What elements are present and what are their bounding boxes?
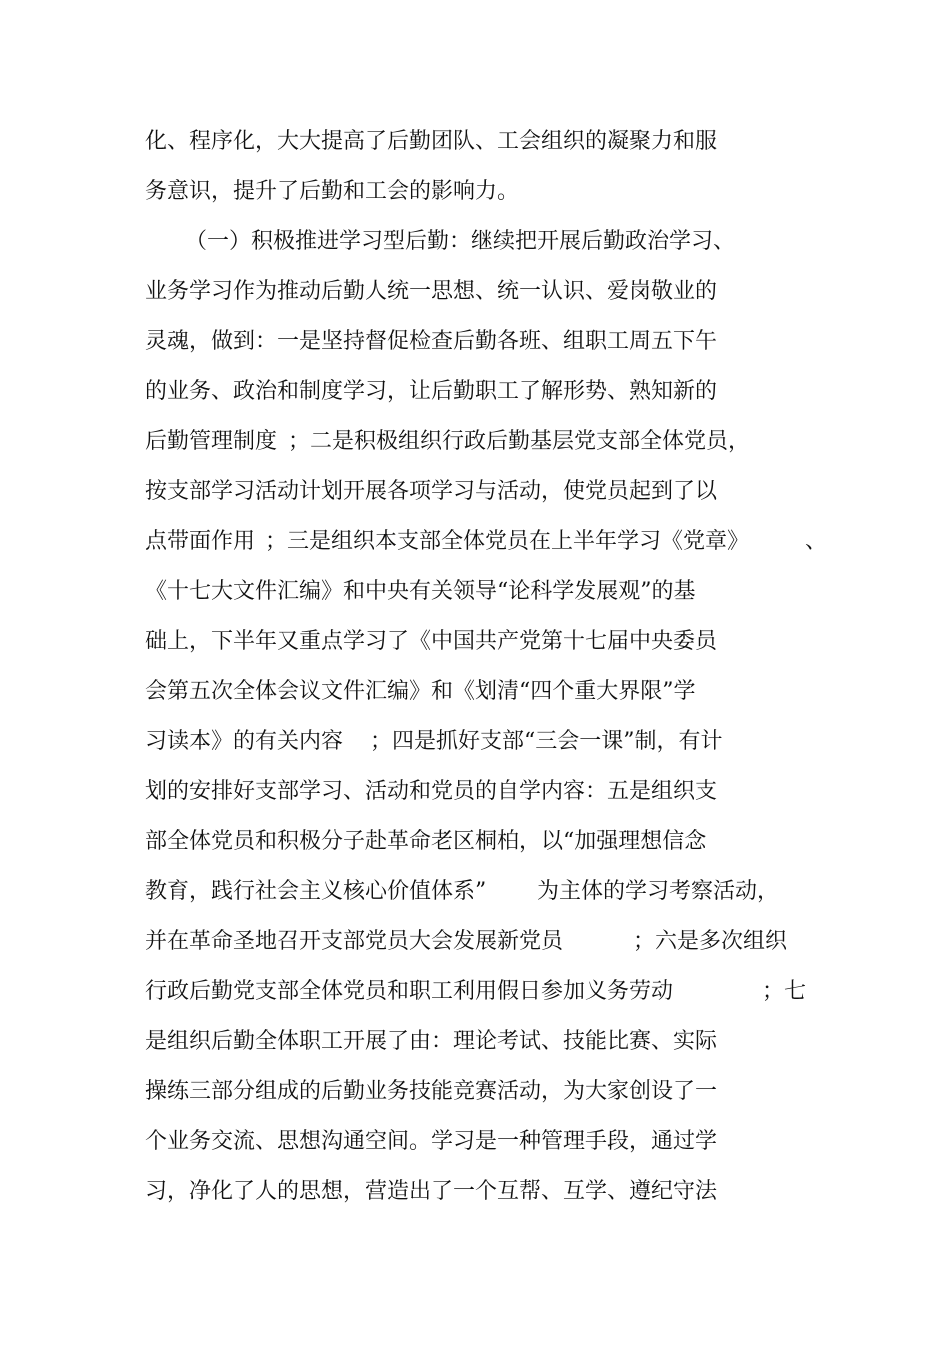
line-segment: 行政后勤党支部全体党员和职工利用假日参加义务劳动 bbox=[145, 979, 674, 1004]
line-segment: 的业务、政治和制度学习，让后勤职工了解形势、熟知新的 bbox=[145, 379, 718, 404]
line-segment: 个业务交流、思想沟通空间。学习是一种管理手段，通过学 bbox=[145, 1129, 718, 1154]
text-line-17 bbox=[145, 927, 788, 957]
text-line-21 bbox=[145, 1127, 718, 1157]
text-line-1 bbox=[145, 127, 718, 157]
text-line-13 bbox=[145, 727, 723, 757]
text-line-19 bbox=[145, 1027, 718, 1057]
text-line-2 bbox=[145, 177, 520, 207]
line-segment: ；四是抓好支部“三会一课”制，有计 bbox=[370, 729, 723, 754]
text-line-10 bbox=[145, 577, 696, 607]
line-segment: 会第五次全体会议文件汇编》和《划清“四个重大界限”学 bbox=[145, 679, 696, 704]
text-line-9 bbox=[145, 527, 828, 557]
line-segment: 、 bbox=[805, 529, 828, 554]
line-segment: 划的安排好支部学习、活动和党员的自学内容：五是组织支 bbox=[145, 779, 718, 804]
text-line-4 bbox=[145, 277, 718, 307]
line-segment: 习读本》的有关内容 bbox=[145, 729, 344, 754]
line-segment: 习，净化了人的思想，营造出了一个互帮、互学、遵纪守法 bbox=[145, 1179, 718, 1204]
line-segment: ；七 bbox=[762, 979, 807, 1004]
text-line-20 bbox=[145, 1077, 718, 1107]
text-line-5 bbox=[145, 327, 718, 357]
line-segment: 《十七大文件汇编》和中央有关领导“论科学发展观”的基 bbox=[145, 579, 696, 604]
line-segment: 化、程序化，大大提高了后勤团队、工会组织的凝聚力和服 bbox=[145, 129, 718, 154]
line-segment: ；三是组织本支部全体党员在上半年学习《党章》 bbox=[265, 529, 750, 554]
line-segment: ；二是积极组织行政后勤基层党支部全体党员， bbox=[288, 429, 751, 454]
text-line-14 bbox=[145, 777, 718, 807]
line-segment: 点带面作用 bbox=[145, 529, 256, 554]
line-segment: 部全体党员和积极分子赴革命老区桐柏，以“加强理想信念 bbox=[145, 829, 707, 854]
text-line-15 bbox=[145, 827, 707, 857]
line-segment: ；六是多次组织 bbox=[633, 929, 788, 954]
text-line-12 bbox=[145, 677, 696, 707]
text-line-8 bbox=[145, 477, 718, 507]
line-segment: 灵魂，做到：一是坚持督促检查后勤各班、组职工周五下午 bbox=[145, 329, 718, 354]
text-line-22 bbox=[145, 1177, 718, 1207]
line-segment: 教育，践行社会主义核心价值体系” bbox=[145, 879, 487, 904]
line-segment: 后勤管理制度 bbox=[145, 429, 278, 454]
text-line-11 bbox=[145, 627, 718, 657]
line-segment: 操练三部分组成的后勤业务技能竞赛活动，为大家创设了一 bbox=[145, 1079, 718, 1104]
text-line-18 bbox=[145, 977, 807, 1007]
line-segment: 业务学习作为推动后勤人统一思想、统一认识、爱岗敬业的 bbox=[145, 279, 718, 304]
line-segment: 础上，下半年又重点学习了《中国共产党第十七届中央委员 bbox=[145, 629, 718, 654]
line-segment: 按支部学习活动计划开展各项学习与活动，使党员起到了以 bbox=[145, 479, 718, 504]
line-segment: 务意识，提升了后勤和工会的影响力。 bbox=[145, 179, 520, 204]
text-line-3 bbox=[145, 227, 736, 257]
line-segment: 并在革命圣地召开支部党员大会发展新党员 bbox=[145, 929, 564, 954]
line-segment: （一）积极推进学习型后勤：继续把开展后勤政治学习、 bbox=[185, 229, 736, 254]
text-line-16 bbox=[145, 877, 780, 907]
line-segment: 为主体的学习考察活动， bbox=[537, 879, 780, 904]
text-line-7 bbox=[145, 427, 751, 457]
text-line-6 bbox=[145, 377, 718, 407]
line-segment: 是组织后勤全体职工开展了由：理论考试、技能比赛、实际 bbox=[145, 1029, 718, 1054]
